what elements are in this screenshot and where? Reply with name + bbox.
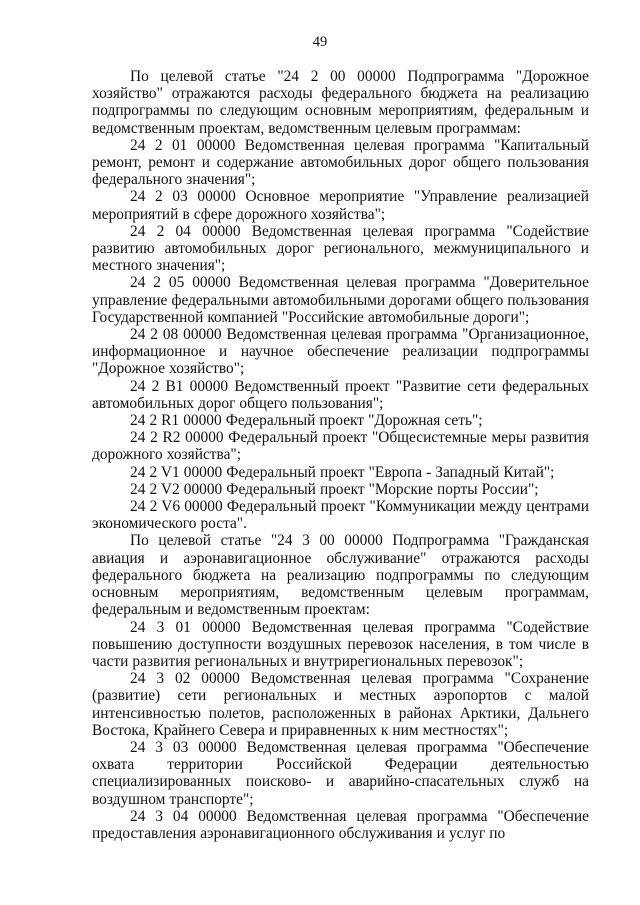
paragraph: 24 3 02 00000 Ведомственная целевая программа "Сохранение (развитие) сети региональных и местных аэропортов с малой интенсивностью полетов, расположенных в районах Арктики, Дальнего Востока, Крайнего Севера и приравненных к ним местностях"; [92,670,589,739]
paragraph: 24 2 R1 00000 Федеральный проект "Дорожная сеть"; [130,412,483,430]
paragraph: 24 3 01 00000 Ведомственная целевая программа "Содействие повышению доступности воздушных перевозок населения, в том числе в части развития региональных и внутрирегиональных перевозок"; [92,618,589,670]
paragraph: 24 2 V1 00000 Федеральный проект "Европа - Западный Китай"; [130,463,555,481]
paragraph: По целевой статье "24 2 00 00000 Подпрограмма "Дорожное хозяйство" отражаются расходы федерального бюджета на реализацию подпрограммы по следующим основным мероприятиям, федеральным и ведомственным проектам, ведомственным целевым программам: [92,68,589,137]
paragraph: 24 2 R2 00000 Федеральный проект "Общесистемные меры развития дорожного хозяйства"; [92,429,589,464]
paragraph: 24 2 01 00000 Ведомственная целевая программа "Капитальный ремонт, ремонт и содержание автомобильных дорог общего пользования федерального значения"; [92,136,589,189]
paragraph: 24 3 04 00000 Ведомственная целевая программа "Обеспечение предоставления аэронавигационного обслуживания и услуг по [92,807,589,842]
paragraph: 24 2 V2 00000 Федеральный проект "Морские порты России"; [130,480,539,498]
paragraph: 24 2 08 00000 Ведомственная целевая программа "Организационное, информационное и научное обеспечение реализации подпрограммы "Дорожное хозяйство"; [92,326,589,378]
paragraph: 24 2 04 00000 Ведомственная целевая программа "Содействие развитию автомобильных дорог регионального, межмуниципального и местного значения"; [92,222,589,275]
paragraph: 24 2 В1 00000 Ведомственный проект "Развитие сети федеральных автомобильных дорог общего пользования"; [92,377,589,412]
page-number: 49 [312,34,328,50]
paragraph: 24 2 05 00000 Ведомственная целевая программа "Доверительное управление федеральными автомобильными дорогами общего пользования Государственной компанией "Российские автомобильные дороги"; [92,274,589,326]
paragraph: 24 2 03 00000 Основное мероприятие "Управление реализацией мероприятий в сфере дорожного хозяйства"; [92,188,589,223]
paragraph: 24 3 03 00000 Ведомственная целевая программа "Обеспечение охвата территории Российской Федерации деятельностью специализированных поисково- и аварийно-спасательных служб на воздушном транспорте"; [92,738,589,808]
paragraph: По целевой статье "24 3 00 00000 Подпрограмма "Гражданская авиация и аэронавигационное обслуживание" отражаются расходы федерального бюджета на реализацию подпрограммы по следующим основным мероприятиям, ведомственным целевым программам, федеральным и ведомственным проектам: [92,532,589,619]
document-body [92,68,589,842]
paragraph: 24 2 V6 00000 Федеральный проект "Коммуникации между центрами экономического роста". [92,498,589,533]
